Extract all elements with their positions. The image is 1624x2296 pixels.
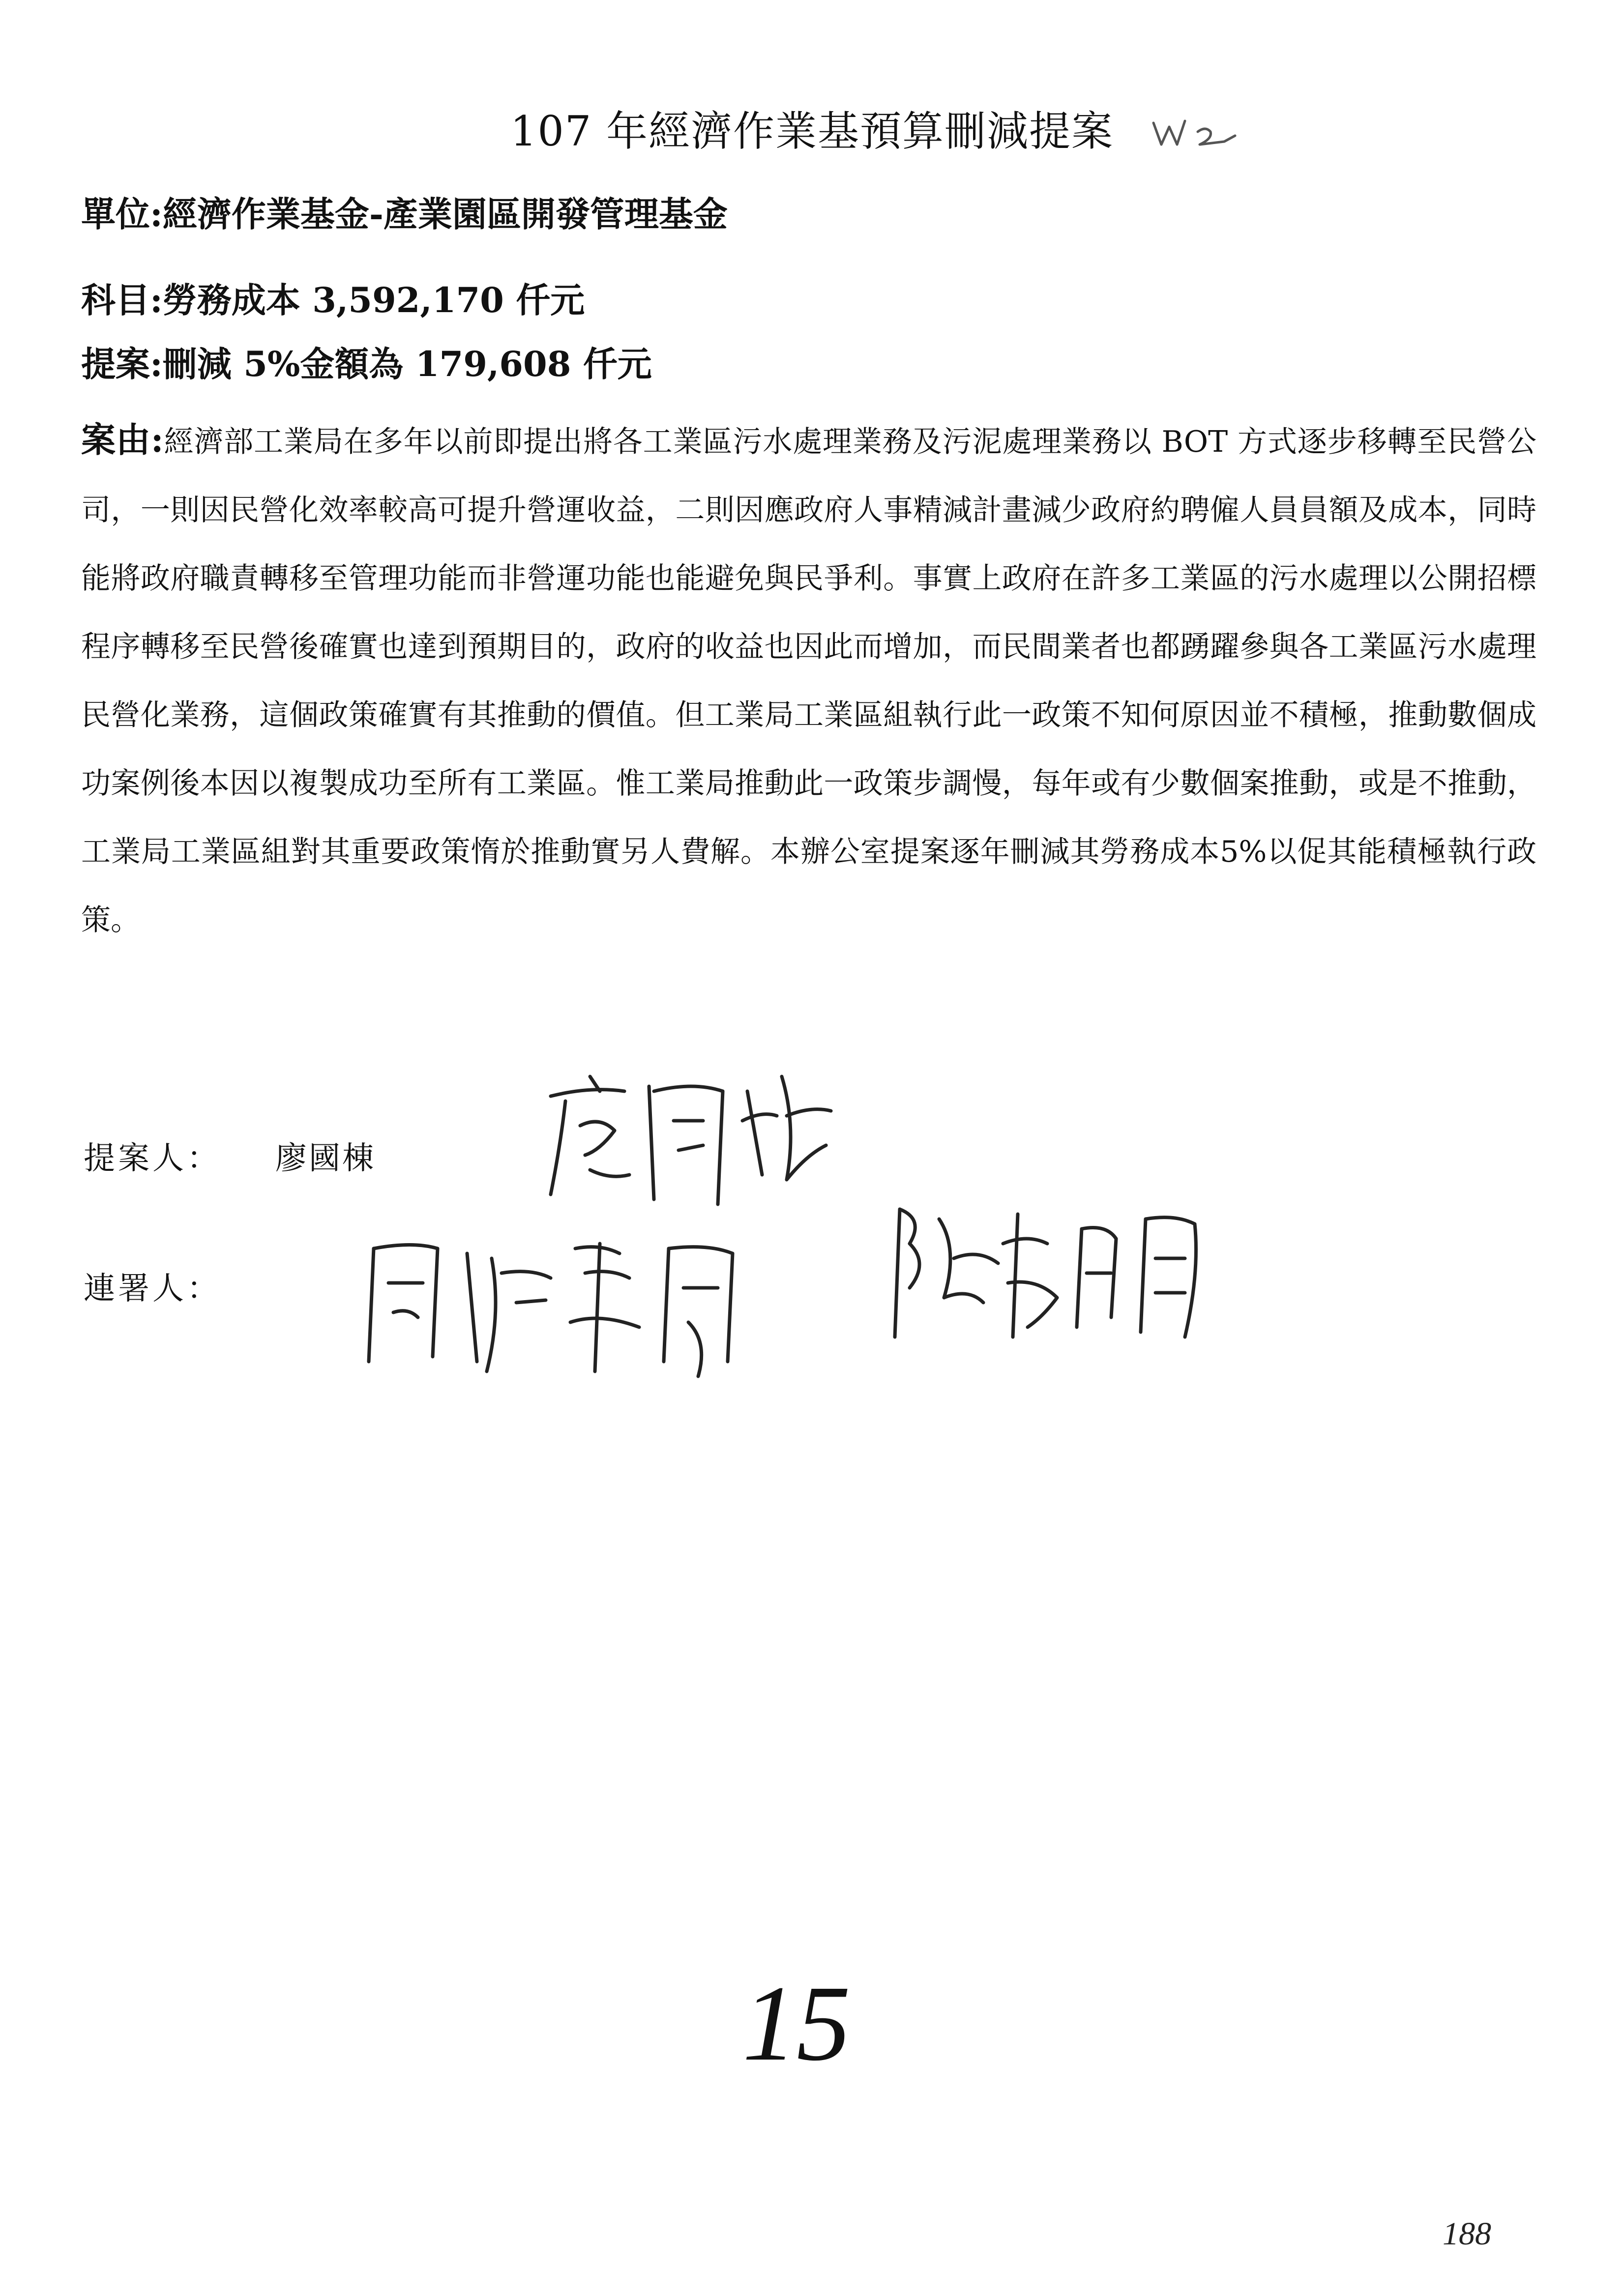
proposer-label: 提案人： — [84, 1140, 221, 1177]
reason-text: 經濟部工業局在多年以前即提出將各工業區污水處理業務及污泥處理業務以 BOT 方式逐步移轉至民營公司，一則因民營化效率較高可提升營運收益，二則因應政府人事精減計畫減少政府約聘僱人員員額及成本，同時能將政府職責轉移至管理功能而非營運功能也能避免與民爭利。事實上政府在許多工業區的污水處理以公開招標程序轉移至民營後確實也達到預期目的，政府的收益也因此而增加，而民間業者也都踴躍參與各工業區污水處理民營化業務，這個政策確實有其推動的價值。但工業局工業區組執行此一政策不知何原因並不積極，推動數個成功案例後本因以複製成功至所有工業區。惟工業局推動此一政策步調慢，每年或有少數個案推動，或是不推動，工業局工業區組對其重要政策惰於推動實另人費解。本辦公室提案逐年刪減其勞務成本5%以促其能積極執行政策。 — [81, 425, 1537, 937]
handwritten-number — [738, 1966, 865, 2074]
cosigner-signature-2 — [880, 1190, 1234, 1357]
document-title: 107 年經濟作業基預算刪減提案 — [510, 107, 1114, 155]
cosigner-signature-1 — [354, 1214, 757, 1391]
proposer-signature — [531, 1057, 846, 1219]
reason-label: 案由: — [81, 419, 164, 460]
reason-paragraph — [81, 406, 1536, 955]
unit-line: 單位:經濟作業基金-產業園區開發管理基金 — [81, 194, 728, 234]
page-number — [1441, 2212, 1514, 2251]
cosigner-label: 連署人： — [84, 1271, 221, 1307]
page-number-text: 188 — [1443, 2216, 1491, 2251]
proposer-name: 廖國棟 — [275, 1140, 376, 1177]
subject-line: 科目:勞務成本 3,592,170 仟元 — [81, 280, 585, 320]
handwritten-title-mark — [1151, 112, 1239, 151]
proposal-line: 提案:刪減 5%金額為 179,608 仟元 — [81, 344, 652, 384]
handwritten-number-text: 15 — [742, 1966, 851, 2074]
